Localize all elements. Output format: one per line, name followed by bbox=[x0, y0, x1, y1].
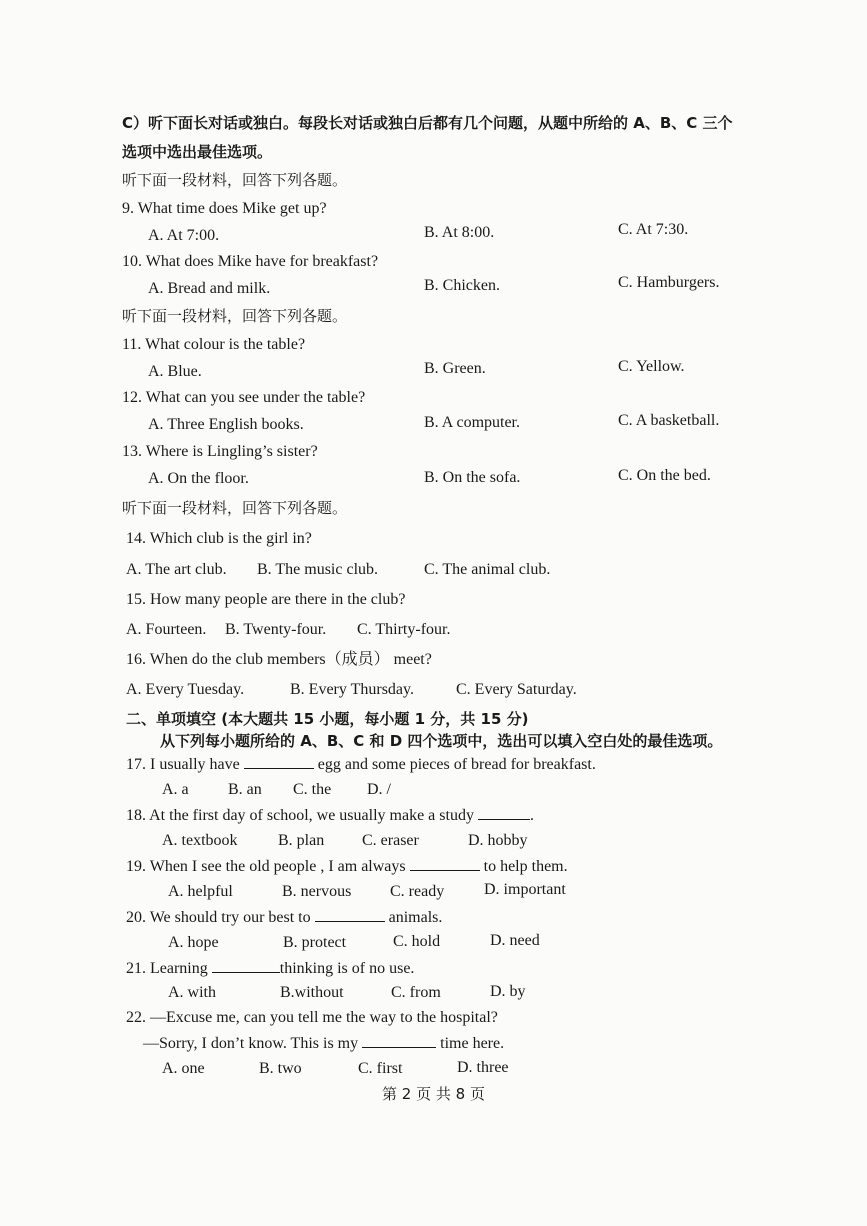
question-20-option-a: A. hope bbox=[168, 934, 219, 951]
question-13-option-c: C. On the bed. bbox=[618, 467, 711, 484]
question-19-stem bbox=[126, 856, 568, 877]
question-18-stem-end: . bbox=[529, 807, 534, 824]
question-19-stem-start: 19. When I see the old people , I am always bbox=[126, 858, 410, 875]
question-9-option-a: A. At 7:00. bbox=[148, 227, 220, 244]
question-17-option-a: A. a bbox=[162, 781, 189, 798]
question-19-option-d: D. important bbox=[484, 881, 566, 898]
question-17-stem-start: 17. I usually have bbox=[126, 756, 244, 773]
question-18-stem bbox=[126, 805, 534, 826]
question-12-option-b: B. A computer. bbox=[424, 414, 520, 431]
question-16-option-c: C. Every Saturday. bbox=[456, 681, 577, 698]
question-22-response bbox=[143, 1033, 504, 1054]
question-16-stem: 16. When do the club members（成员） meet? bbox=[126, 651, 432, 668]
question-22-option-d: D. three bbox=[457, 1059, 509, 1076]
question-15-stem: 15. How many people are there in the club? bbox=[126, 591, 406, 608]
answer-blank bbox=[410, 856, 480, 871]
question-20-stem-end: animals. bbox=[384, 909, 443, 926]
question-18-option-d: D. hobby bbox=[468, 832, 528, 849]
question-17-stem-end: egg and some pieces of bread for breakfast. bbox=[313, 756, 596, 773]
question-19-option-b: B. nervous bbox=[282, 883, 352, 900]
question-18-option-c: C. eraser bbox=[362, 832, 419, 849]
question-11-option-c: C. Yellow. bbox=[618, 358, 685, 375]
question-13-option-a: A. On the floor. bbox=[148, 470, 249, 487]
question-22-option-c: C. first bbox=[358, 1060, 403, 1077]
question-22-response-end: time here. bbox=[436, 1035, 505, 1052]
question-15-option-c: C. Thirty-four. bbox=[357, 621, 451, 638]
section-2-title: 二、单项填空 (本大题共 15 小题，每小题 1 分，共 15 分) bbox=[126, 710, 529, 728]
question-22-option-b: B. two bbox=[259, 1060, 302, 1077]
question-22-response-start: —Sorry, I don’t know. This is my bbox=[143, 1035, 363, 1052]
question-15-option-a: A. Fourteen. bbox=[126, 621, 207, 638]
question-20-option-b: B. protect bbox=[283, 934, 347, 951]
section-c-intro-line2: 选项中选出最佳选项。 bbox=[122, 143, 273, 161]
question-21-option-c: C. from bbox=[391, 984, 441, 1001]
question-16-option-a: A. Every Tuesday. bbox=[126, 681, 245, 698]
question-20-stem bbox=[126, 907, 442, 928]
question-10-option-a: A. Bread and milk. bbox=[148, 280, 271, 297]
question-19-option-a: A. helpful bbox=[168, 883, 233, 900]
question-14-option-b: B. The music club. bbox=[257, 561, 379, 578]
question-20-option-c: C. hold bbox=[393, 933, 441, 950]
question-12-option-c: C. A basketball. bbox=[618, 412, 720, 429]
question-19-option-c: C. ready bbox=[390, 883, 445, 900]
material-instruction-3: 听下面一段材料，回答下列各题。 bbox=[122, 499, 348, 517]
question-11-option-b: B. Green. bbox=[424, 360, 486, 377]
answer-blank bbox=[478, 805, 530, 820]
page-number: 第 2 页 共 8 页 bbox=[382, 1085, 485, 1103]
question-10-option-c: C. Hamburgers. bbox=[618, 274, 720, 291]
question-17-option-b: B. an bbox=[228, 781, 262, 798]
question-18-option-b: B. plan bbox=[278, 832, 325, 849]
question-18-stem-start: 18. At the first day of school, we usually make a study bbox=[126, 807, 478, 824]
section-c-intro-line1: C）听下面长对话或独白。每段长对话或独白后都有几个问题，从题中所给的 A、B、C 三个 bbox=[122, 114, 733, 132]
answer-blank bbox=[212, 958, 280, 973]
answer-blank bbox=[362, 1033, 436, 1048]
question-18-option-a: A. textbook bbox=[162, 832, 238, 849]
answer-blank bbox=[244, 754, 314, 769]
question-9-option-b: B. At 8:00. bbox=[424, 224, 495, 241]
material-instruction-1: 听下面一段材料，回答下列各题。 bbox=[122, 171, 348, 189]
question-20-stem-start: 20. We should try our best to bbox=[126, 909, 315, 926]
answer-blank bbox=[315, 907, 385, 922]
question-19-stem-end: to help them. bbox=[479, 858, 568, 875]
question-10-stem: 10. What does Mike have for breakfast? bbox=[122, 253, 379, 270]
question-9-stem: 9. What time does Mike get up? bbox=[122, 200, 327, 217]
question-11-stem: 11. What colour is the table? bbox=[122, 336, 306, 353]
question-21-option-a: A. with bbox=[168, 984, 216, 1001]
question-21-stem-start: 21. Learning bbox=[126, 960, 212, 977]
question-14-stem: 14. Which club is the girl in? bbox=[126, 530, 312, 547]
question-14-option-a: A. The art club. bbox=[126, 561, 227, 578]
material-instruction-2: 听下面一段材料，回答下列各题。 bbox=[122, 307, 348, 325]
question-12-option-a: A. Three English books. bbox=[148, 416, 304, 433]
question-13-stem: 13. Where is Lingling’s sister? bbox=[122, 443, 318, 460]
question-16-option-b: B. Every Thursday. bbox=[290, 681, 414, 698]
question-17-stem bbox=[126, 754, 596, 775]
question-21-stem-end: thinking is of no use. bbox=[279, 960, 415, 977]
question-17-option-d: D. / bbox=[367, 781, 391, 798]
question-13-option-b: B. On the sofa. bbox=[424, 469, 521, 486]
question-14-option-c: C. The animal club. bbox=[424, 561, 551, 578]
question-17-option-c: C. the bbox=[293, 781, 332, 798]
question-11-option-a: A. Blue. bbox=[148, 363, 202, 380]
question-21-stem bbox=[126, 958, 414, 979]
question-10-option-b: B. Chicken. bbox=[424, 277, 500, 294]
question-22-stem: 22. —Excuse me, can you tell me the way to the hospital? bbox=[126, 1009, 498, 1026]
question-9-option-c: C. At 7:30. bbox=[618, 221, 689, 238]
question-15-option-b: B. Twenty-four. bbox=[225, 621, 327, 638]
question-21-option-b: B.without bbox=[280, 984, 344, 1001]
section-2-instruction: 从下列每小题所给的 A、B、C 和 D 四个选项中，选出可以填入空白处的最佳选项。 bbox=[160, 732, 723, 750]
question-20-option-d: D. need bbox=[490, 932, 540, 949]
question-12-stem: 12. What can you see under the table? bbox=[122, 389, 366, 406]
question-22-option-a: A. one bbox=[162, 1060, 205, 1077]
question-21-option-d: D. by bbox=[490, 983, 526, 1000]
